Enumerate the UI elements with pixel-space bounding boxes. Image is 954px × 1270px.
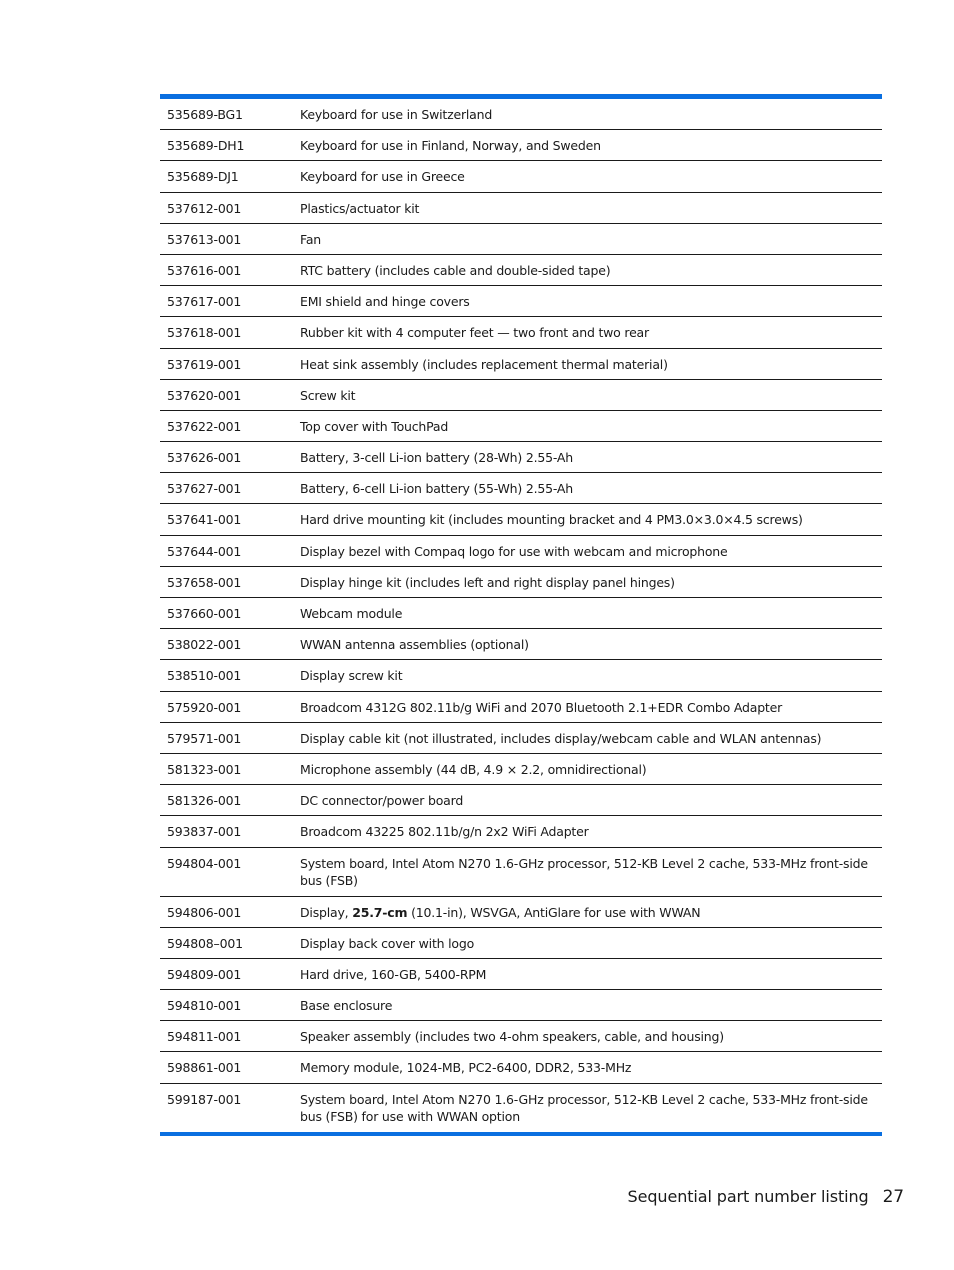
part-number: 535689-DJ1 (167, 169, 239, 185)
desc-bold-size: 25.7-cm (352, 904, 408, 920)
table-row (160, 349, 882, 380)
part-number: 537622-001 (167, 418, 242, 434)
part-number: 537658-001 (167, 574, 242, 590)
table-row (160, 380, 882, 411)
desc-suffix: (10.1-in), WSVGA, AntiGlare for use with WWAN (407, 904, 701, 920)
part-description: Base enclosure (300, 998, 393, 1014)
part-number: 594810-001 (167, 998, 242, 1014)
part-description: Broadcom 4312G 802.11b/g WiFi and 2070 Bluetooth 2.1+EDR Combo Adapter (300, 699, 783, 715)
part-description: Plastics/actuator kit (300, 200, 420, 216)
part-description: Top cover with TouchPad (300, 418, 449, 434)
table-row (160, 848, 882, 897)
part-number: 537618-001 (167, 325, 242, 341)
table-row (160, 130, 882, 161)
part-number: 594809-001 (167, 966, 242, 982)
table-row (160, 1021, 882, 1052)
table-row (160, 473, 882, 504)
part-description: Battery, 3-cell Li-ion battery (28-Wh) 2.55-Ah (300, 450, 573, 466)
part-number: 594811-001 (167, 1029, 242, 1045)
part-number: 537616-001 (167, 262, 242, 278)
table-row (160, 754, 882, 785)
table-row (160, 317, 882, 348)
table-row (160, 99, 882, 130)
part-number: 599187-001 (167, 1091, 242, 1107)
section-title: Sequential part number listing (627, 1187, 869, 1206)
part-number: 581323-001 (167, 761, 242, 777)
part-number: 537626-001 (167, 450, 242, 466)
table-row (160, 598, 882, 629)
part-description: Hard drive, 160-GB, 5400-RPM (300, 966, 487, 982)
page-number: 27 (882, 1187, 904, 1207)
part-number: 579571-001 (167, 730, 242, 746)
table-row (160, 567, 882, 598)
table-row (160, 990, 882, 1021)
part-number: 598861-001 (167, 1060, 242, 1076)
table-row (160, 161, 882, 192)
part-number: 594806-001 (167, 904, 242, 920)
part-number: 538510-001 (167, 668, 242, 684)
part-number: 537619-001 (167, 356, 242, 372)
part-description: Battery, 6-cell Li-ion battery (55-Wh) 2.55-Ah (300, 481, 573, 497)
part-number: 537660-001 (167, 606, 242, 621)
part-number: 537617-001 (167, 294, 242, 310)
table-row (160, 660, 882, 691)
part-number: 535689-BG1 (167, 107, 243, 122)
table-row (160, 255, 882, 286)
desc-prefix: Display, (300, 904, 353, 920)
part-number: 537644-001 (167, 543, 242, 559)
table-row (160, 692, 882, 723)
part-description: Keyboard for use in Switzerland (300, 107, 493, 122)
table-row (160, 928, 882, 959)
table-row (160, 629, 882, 660)
part-description: DC connector/power board (300, 793, 464, 809)
part-description: Heat sink assembly (includes replacement thermal material) (300, 356, 668, 372)
table-row (160, 224, 882, 255)
part-description: Display hinge kit (includes left and right display panel hinges) (300, 574, 675, 590)
part-description: WWAN antenna assemblies (optional) (300, 637, 529, 653)
page-footer (628, 1187, 904, 1207)
part-number: 593837-001 (167, 824, 242, 840)
table-row (160, 897, 882, 928)
part-description: Speaker assembly (includes two 4-ohm speakers, cable, and housing) (300, 1029, 724, 1045)
table-row (160, 411, 882, 442)
part-number: 537627-001 (167, 481, 242, 497)
part-description: Hard drive mounting kit (includes mounting bracket and 4 PM3.0×3.0×4.5 screws) (300, 512, 803, 528)
part-description: System board, Intel Atom N270 1.6-GHz processor, 512-KB Level 2 cache, 533-MHz front-side bus (FSB) (300, 855, 868, 888)
table-row (160, 286, 882, 317)
part-number: 594808–001 (167, 935, 243, 951)
part-number: 535689-DH1 (167, 138, 245, 154)
part-number: 537620-001 (167, 387, 242, 403)
part-description: Memory module, 1024-MB, PC2-6400, DDR2, 533-MHz (300, 1060, 632, 1076)
part-description: Keyboard for use in Finland, Norway, and Sweden (300, 138, 601, 154)
part-description: Display screw kit (300, 668, 403, 684)
part-description: Screw kit (300, 387, 356, 403)
part-description: Display cable kit (not illustrated, includes display/webcam cable and WLAN antennas) (300, 730, 822, 746)
table-row (160, 816, 882, 847)
table-row (160, 536, 882, 567)
part-number: 581326-001 (167, 793, 242, 809)
table-row (160, 785, 882, 816)
part-description: Fan (300, 231, 322, 247)
part-description: Keyboard for use in Greece (300, 169, 465, 185)
table-row (160, 1052, 882, 1083)
part-description: Broadcom 43225 802.11b/g/n 2x2 WiFi Adapter (300, 824, 589, 840)
part-description: Rubber kit with 4 computer feet — two front and two rear (300, 325, 649, 341)
part-description: EMI shield and hinge covers (300, 294, 470, 310)
table-row (160, 504, 882, 535)
table-row (160, 1084, 882, 1132)
part-number: 594804-001 (167, 855, 242, 871)
part-description: Webcam module (300, 606, 403, 621)
part-number: 537613-001 (167, 231, 242, 247)
table-row (160, 193, 882, 224)
part-description: System board, Intel Atom N270 1.6-GHz processor, 512-KB Level 2 cache, 533-MHz front-side bus (FSB) for use with WWAN option (300, 1091, 868, 1124)
part-description: Display bezel with Compaq logo for use with webcam and microphone (300, 543, 728, 559)
table-row (160, 723, 882, 754)
part-number: 538022-001 (167, 637, 242, 653)
part-number: 537612-001 (167, 200, 242, 216)
part-description: Microphone assembly (44 dB, 4.9 × 2.2, omnidirectional) (300, 761, 647, 777)
part-description (300, 904, 882, 921)
table-row (160, 442, 882, 473)
part-description: RTC battery (includes cable and double-sided tape) (300, 262, 611, 278)
part-number: 575920-001 (167, 699, 242, 715)
table-row (160, 959, 882, 990)
part-number: 537641-001 (167, 512, 242, 528)
parts-table (160, 94, 882, 1136)
part-description: Display back cover with logo (300, 935, 475, 951)
